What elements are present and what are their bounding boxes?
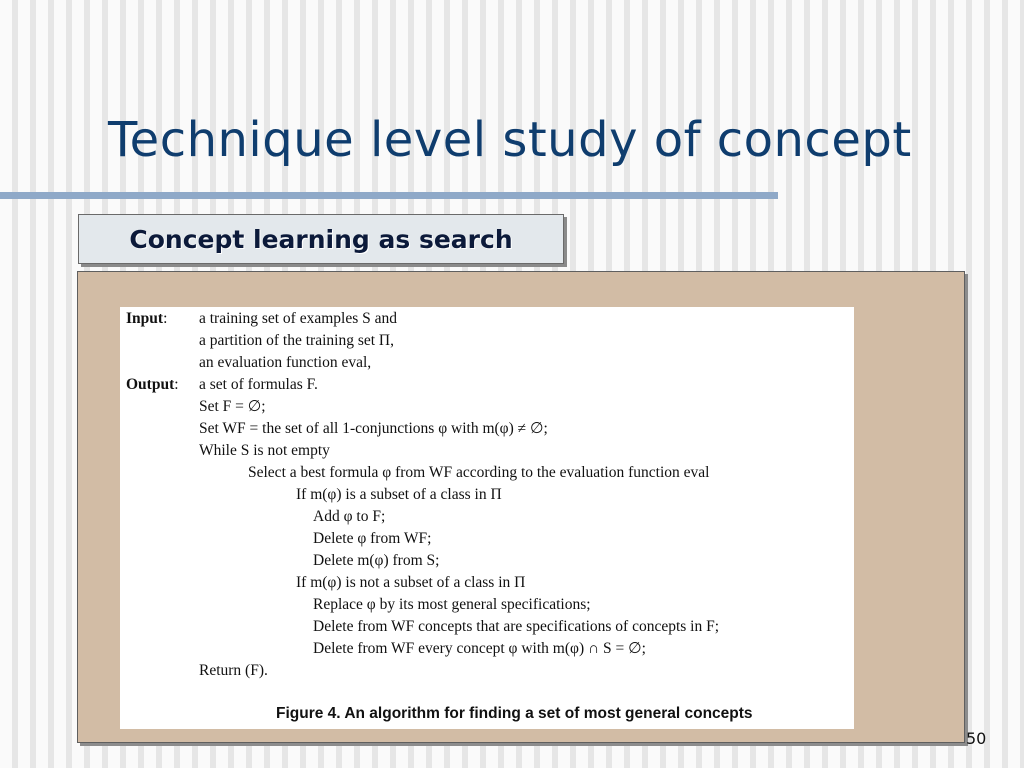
algorithm-line: While S is not empty [199, 442, 330, 459]
title-underline [0, 192, 778, 199]
figure-frame [77, 271, 965, 743]
figure-caption: Figure 4. An algorithm for finding a set of most general concepts [276, 705, 753, 722]
algorithm-line: a training set of examples S and [199, 310, 398, 327]
algorithm-line: Delete φ from WF; [313, 530, 432, 547]
algorithm-line: Delete m(φ) from S; [313, 552, 440, 569]
subtitle-box [78, 214, 564, 264]
algorithm-line: If m(φ) is not a subset of a class in Π [296, 574, 526, 591]
algorithm-line: an evaluation function eval, [199, 354, 372, 371]
algorithm-line: a set of formulas F. [199, 376, 318, 393]
subtitle-text: Concept learning as search [129, 224, 513, 254]
input-label: Input: [126, 310, 168, 327]
algorithm-line: Return (F). [199, 662, 268, 679]
slide-title: Technique level study of concept [108, 112, 912, 168]
algorithm-line: a partition of the training set Π, [199, 332, 394, 349]
algorithm-line: Replace φ by its most general specifications; [313, 596, 591, 613]
algorithm-line: Set WF = the set of all 1-conjunctions φ with m(φ) ≠ ∅; [199, 420, 548, 437]
algorithm-line: If m(φ) is a subset of a class in Π [296, 486, 502, 503]
algorithm-line: Set F = ∅; [199, 398, 266, 415]
output-label: Output: [126, 376, 179, 393]
algorithm-line: Delete from WF concepts that are specifications of concepts in F; [313, 618, 720, 635]
algorithm-line: Delete from WF every concept φ with m(φ) ∩ S = ∅; [313, 640, 646, 657]
algorithm-line: Add φ to F; [313, 508, 386, 525]
algorithm-figure [120, 307, 854, 729]
page-number: 50 [966, 729, 987, 748]
algorithm-line: Select a best formula φ from WF according to the evaluation function eval [248, 464, 710, 481]
